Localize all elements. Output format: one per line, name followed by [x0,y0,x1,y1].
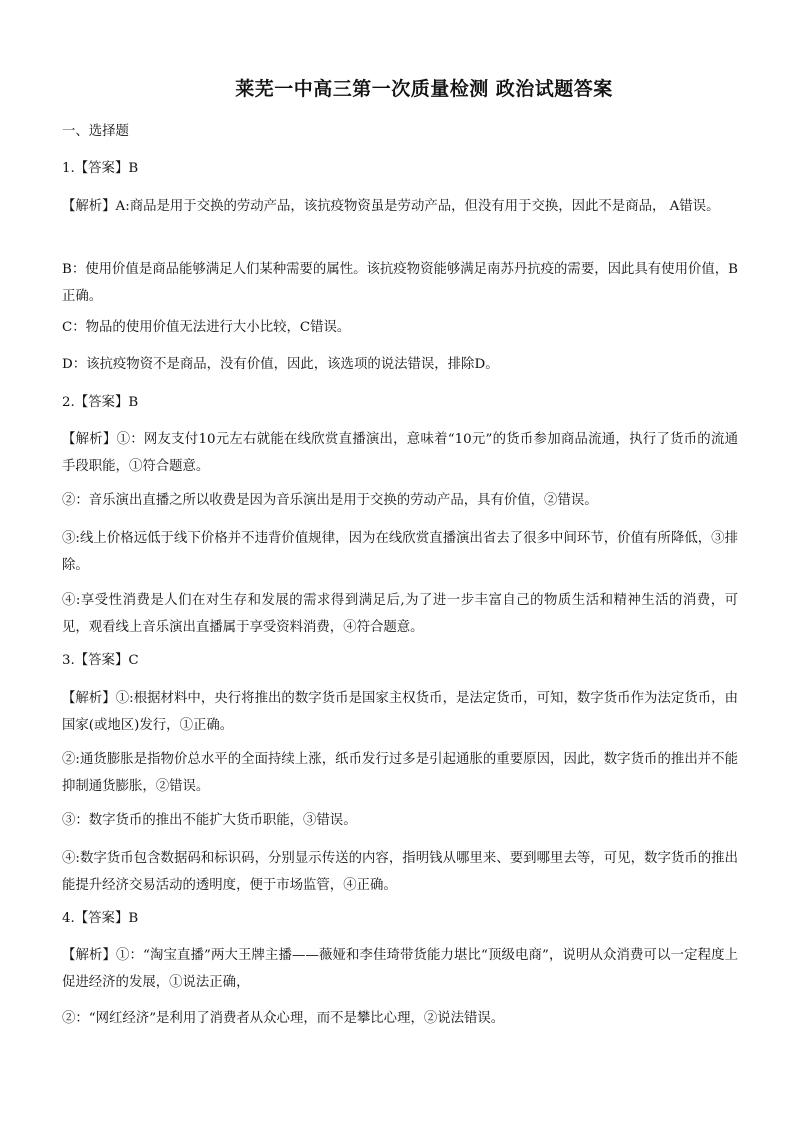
q3-explanation-1: 【解析】①:根据材料中，央行将推出的数字货币是国家主权货币，是法定货币，可知，数字货币作为法定货币，由国家(或地区)发行，①正确。 [62,691,738,733]
q2-explanation-3: ③:线上价格远低于线下价格并不违背价值规律，因为在线欣赏直播演出省去了很多中间环节，价值有所降低，③排除。 [62,531,738,573]
q2-answer: 2.【答案】B [62,395,139,410]
q1-explanation-1: 【解析】A:商品是用于交换的劳动产品，该抗疫物资虽是劳动产品，但没有用于交换，因此不是商品， A错误。 [62,199,720,214]
q2-explanation-2: ②：音乐演出直播之所以收费是因为音乐演出是用于交换的劳动产品，具有价值，②错误。 [62,493,598,508]
q2-explanation-1: 【解析】①：网友支付10元左右就能在线欣赏直播演出，意味着“10元”的货币参加商品流通，执行了货币的流通手段职能，①符合题意。 [62,432,738,474]
q4-explanation-1: 【解析】①：“淘宝直播”两大王牌主播——薇娅和李佳琦带货能力堪比“顶级电商”，说明从众消费可以一定程度上促进经济的发展，①说法正确， [62,948,738,990]
q3-answer: 3.【答案】C [62,653,139,668]
q4-explanation-2: ②：“网红经济”是利用了消费者从众心理，而不是攀比心理，②说法错误。 [62,1011,505,1026]
q1-explanation-4: D：该抗疫物资不是商品，没有价值，因此，该选项的说法错误，排除D。 [62,357,499,372]
q3-explanation-3: ③：数字货币的推出不能扩大货币职能，③错误。 [62,813,357,828]
q1-explanation-2: B：使用价值是商品能够满足人们某种需要的属性。该抗疫物资能够满足南苏丹抗疫的需要，因此具有使用价值，B正确。 [62,262,738,304]
q2-explanation-4: ④:享受性消费是人们在对生存和发展的需求得到满足后,为了进一步丰富自己的物质生活和精神生活的消费，可见，观看线上音乐演出直播属于享受资料消费，④符合题意。 [62,593,738,635]
document-title: 莱芜一中高三第一次质量检测 政治试题答案 [235,78,613,100]
q4-answer: 4.【答案】B [62,911,139,926]
q1-explanation-3: C：物品的使用价值无法进行大小比较，C错误。 [62,320,351,335]
section-heading: 一、选择题 [62,124,129,139]
q1-answer: 1.【答案】B [62,161,139,176]
q3-explanation-2: ②:通货膨胀是指物价总水平的全面持续上涨，纸币发行过多是引起通胀的重要原因，因此，数字货币的推出并不能抑制通货膨胀，②错误。 [62,752,738,794]
q3-explanation-4: ④:数字货币包含数据码和标识码，分别显示传送的内容，指明钱从哪里来、要到哪里去等，可见，数字货币的推出能提升经济交易活动的透明度，便于市场监管，④正确。 [62,851,738,893]
